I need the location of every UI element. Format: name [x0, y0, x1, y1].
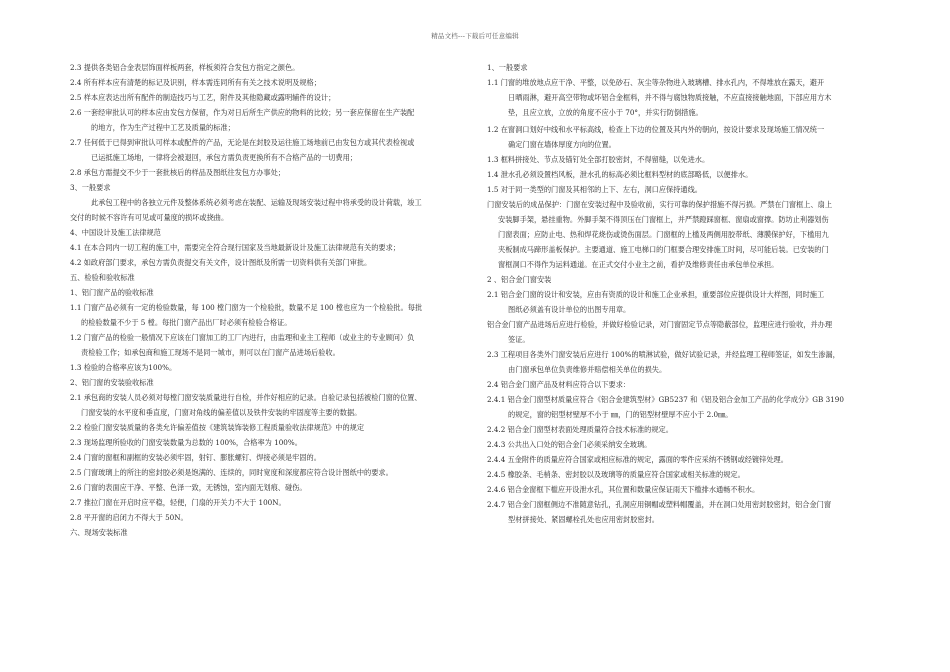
left-column: [70, 62, 475, 538]
text-line: 2.4 门窗的窗框和副框的安装必须牢固，射钉、膨胀螺钉、焊接必须是牢固的。: [70, 453, 321, 462]
text-line: 门窗安装后的成品保护：门窗在安装过程中及验收前，实行可靠的保护措施不得污损。严禁在门窗框上、扇上: [487, 200, 833, 209]
text-line: 日晒雨淋，避开高空带物或坏铝合金框料，并不得与腐蚀物质接触，不应直接接触地面，下部应用方木: [508, 93, 832, 102]
text-line: 签证。: [508, 335, 530, 344]
text-line: 3、一般要求: [70, 183, 111, 192]
text-line: 2 、铝合金门窗安装: [487, 275, 552, 284]
text-line: 2.8 平开窗的启闭力不得大于 50N。: [70, 513, 188, 522]
text-line: 2.1 铝合金门窗的设计和安装，应由有资质的设计和施工企业承担，重要部位应提供设计大样图，同时施工: [487, 290, 825, 299]
text-line: 2.4.4 五金附件的质量应符合国家或相应标准的规定，露面的零件应采纳不锈钢或经镀锌处理。: [487, 455, 788, 464]
text-line: 六、现场安装标准: [70, 528, 128, 537]
text-line: 2.4.1 铝合金门窗型材质量应符合《铝合金建筑型材》GB5237 和《铝及铝合金加工产品的化学成分》GB 3190: [487, 395, 844, 404]
text-line: 夹板制成马蹄形盖板保护。主要通道、施工电梯口的门框要合理安排施工时间，尽可能后装。已安装的门: [498, 245, 829, 254]
text-line: 的检验数量不少于 5 樘。每批门窗产品出厂时必须有检验合格证。: [81, 318, 292, 327]
text-line: 2.3 提供各类铝合金表层饰面样板两套，样板须符合发包方指定之颜色。: [70, 63, 300, 72]
text-line: 责检验工作；如承包商和施工现场不是同一城市，则可以在门窗产品进场后验收。: [81, 348, 340, 357]
text-line: 2.2 检验门窗安装质量的各类允许偏差值按《建筑装饰装修工程质量验收法律规范》中的规定: [70, 423, 365, 432]
text-line: 1.1 门窗产品必须有一定的检验数量，每 100 樘门窗为一个检验批，数量不足 100 樘也应为一个检验批。每批: [70, 303, 423, 312]
text-line: 2.1 承包商的安装人员必须对每樘门窗安装质量进行自检，并作好相应的记录。自验记录包括被检门窗的位置、: [70, 393, 422, 402]
text-line: 2.3 现场监理所验收的门窗安装数量为总数的 100%，合格率为 100%。: [70, 438, 302, 447]
text-line: 铝合金门窗产品进场后应进行检验，并做好检验记录，对门窗固定节点等隐蔽部位，监理应进行验收，并办理: [487, 320, 833, 329]
text-line: 2.7 任何低于已得到审批认可样本或配件的产品，无论是在封胶及运往施工场地前已由发包方或其代表检视或: [70, 138, 415, 147]
text-line: 2.4 铝合金门窗产品及材料应符合以下要求：: [487, 380, 631, 389]
text-line: 确定门窗在墙体厚度方向的位置。: [508, 140, 616, 149]
text-line: 2.6 门窗的表面应干净、平整、色泽一致，无锈蚀，室内面无划痕、碰伤。: [70, 483, 307, 492]
text-line: 2、铝门窗的安装验收标准: [70, 378, 154, 387]
text-line: 垫，且应立放，立放的角度不应小于 70°，并实行防倒措施。: [508, 108, 703, 117]
text-line: 窗框洞口不得作为运料通道。在正式交付小业主之前，看护及维修责任由承包单位承担。: [498, 260, 779, 269]
text-line: 2.4.2 铝合金门窗型材表面处理质量符合技术标准的规定。: [487, 425, 673, 434]
text-line: 门窗安装的水平度和垂直度，门窗对角线的偏差值以及铁件安装的牢固度等主要的数据。: [81, 408, 362, 417]
text-line: 2.4.6 铝合金窗框下槛应开设泄水孔，其位置和数量应保证雨天下槛排水通畅不积水。: [487, 485, 760, 494]
text-line: 1.3 框料拼接处、节点及锚钉处全部打胶密封，不得留缝，以免进水。: [487, 155, 710, 164]
text-line: 2.5 样本应表达出所有配件的制造技巧与工艺，附件及其他隐藏或露明辅件的设计；: [70, 93, 336, 102]
text-line: 五、检验和验收标准: [70, 273, 135, 282]
text-line: 由门窗承包单位负责维修并赔偿相关单位的损失。: [508, 365, 667, 374]
text-line: 4、中国设计及施工法律规范: [70, 228, 161, 237]
text-line: 1.3 检验的合格率应该为100%。: [70, 363, 177, 372]
text-line: 的规定，窗的铝型材壁厚不小于 ㎜，门的铝型材壁厚不应小于 2.0㎜。: [508, 410, 733, 419]
text-line: 的地方，作为生产过程中工艺及质量的标准；: [91, 123, 235, 132]
text-line: 4.2 如政府部门要求，承包方需负责提交有关文件，设计图纸及所需一切资料供有关部门审批。: [70, 258, 372, 267]
text-line: 图纸必须盖有设计单位的出图专用章。: [508, 305, 631, 314]
text-line: 2.6 一套经审批认可的样本应由发包方保留，作为对日后所生产供应的物料的比较；另一套应保留在生产装配: [70, 108, 415, 117]
text-line: 2.3 工程项目各类外门窗安装后应进行 100%的喷淋试验，做好试验记录，并经监理工程师签证，如发生渗漏，: [487, 350, 840, 359]
text-line: 1.2 在窗洞口划好中线和水平标高线，检查上下边的位置及其内外的朝向，按设计要求及现场施工情况统一: [487, 125, 825, 134]
right-column: [487, 62, 885, 525]
text-line: 2.5 门窗玻璃上的所注的密封胶必须是饱满的、连续的，同时宽度和深度都应符合设计图纸中的要求。: [70, 468, 393, 477]
text-line: 4.1 在本合同内一切工程的施工中，需要完全符合现行国家及当地最新设计及施工法律规范有关的要求；: [70, 243, 400, 252]
text-line: 1.4 泄水孔必须设置档风板，泄水孔的标高必须比框料型材的底部略低，以便排水。: [487, 170, 753, 179]
text-line: 此承包工程中的各独立元件及整体系统必须考虑在装配、运输及现场安装过程中将承受的设计荷载，竣工: [91, 198, 422, 207]
text-line: 2.8 承包方需提交不少于一套批核后的样品及图纸往发包方办事处；: [70, 168, 285, 177]
text-line: 1、铝门窗产品的验收标准: [70, 288, 154, 297]
text-line: 1.2 门窗产品的检验一般情况下应该在门窗加工的工厂内进行，由监理和业主工程师（或业主的专业顾问）负: [70, 333, 415, 342]
text-line: 门窗表面；应防止电、热和焊花烧伤或烫伤面层。门窗框的上槛及两侧用胶带纸、薄膜保护好，下槛用九: [498, 230, 829, 239]
page-header: 精品文档---下载后可任意编辑: [431, 32, 519, 40]
text-line: 安装脚手架，悬挂重物。外脚手架不得顶压在门窗框上，并严禁蹬踩窗框、窗扇或窗撑。防坊止利器划伤: [498, 215, 829, 224]
text-line: 2.4 所有样本应有清楚的标记及识别，样本需连同所有有关之技术说明及规格；: [70, 78, 321, 87]
text-line: 2.4.3 公共出入口处的铝合金门必须采纳安全玻璃。: [487, 440, 652, 449]
text-line: 2.4.7 铝合金门窗框侧边不准随意钻孔，孔洞应用铜帽或塑料帽覆盖，并在洞口处用密封胶密封，铝合金门窗: [487, 500, 832, 509]
text-line: 1、一般要求: [487, 63, 528, 72]
text-line: 2.7 推拉门窗在开启时应平稳，轻便，门扇的开关力不大于 100N。: [70, 498, 286, 507]
text-line: 1.1 门窗的堆放地点应干净、平整，以免砂石、灰尘等杂物进入玻璃槽、排水孔内，不得堆放在露天，避开: [487, 78, 825, 87]
text-line: 1.5 对于同一类型的门窗及其相邻的上下、左右，洞口应保持通线。: [487, 185, 702, 194]
text-line: 2.4.5 橡胶条、毛梢条、密封胶以及玻璃等的质量应符合国家或相关标准的规定。: [487, 470, 745, 479]
text-line: 交付的时候不容许有可见或可量度的损坏或挠曲。: [70, 213, 229, 222]
text-line: 型材拼接处、紧固螺栓孔处也应用密封胶密封。: [508, 515, 659, 524]
text-line: 已运抵施工场地，一律将会被退回，承包方需负责更换所有不合格产品的一切费用；: [91, 153, 357, 162]
